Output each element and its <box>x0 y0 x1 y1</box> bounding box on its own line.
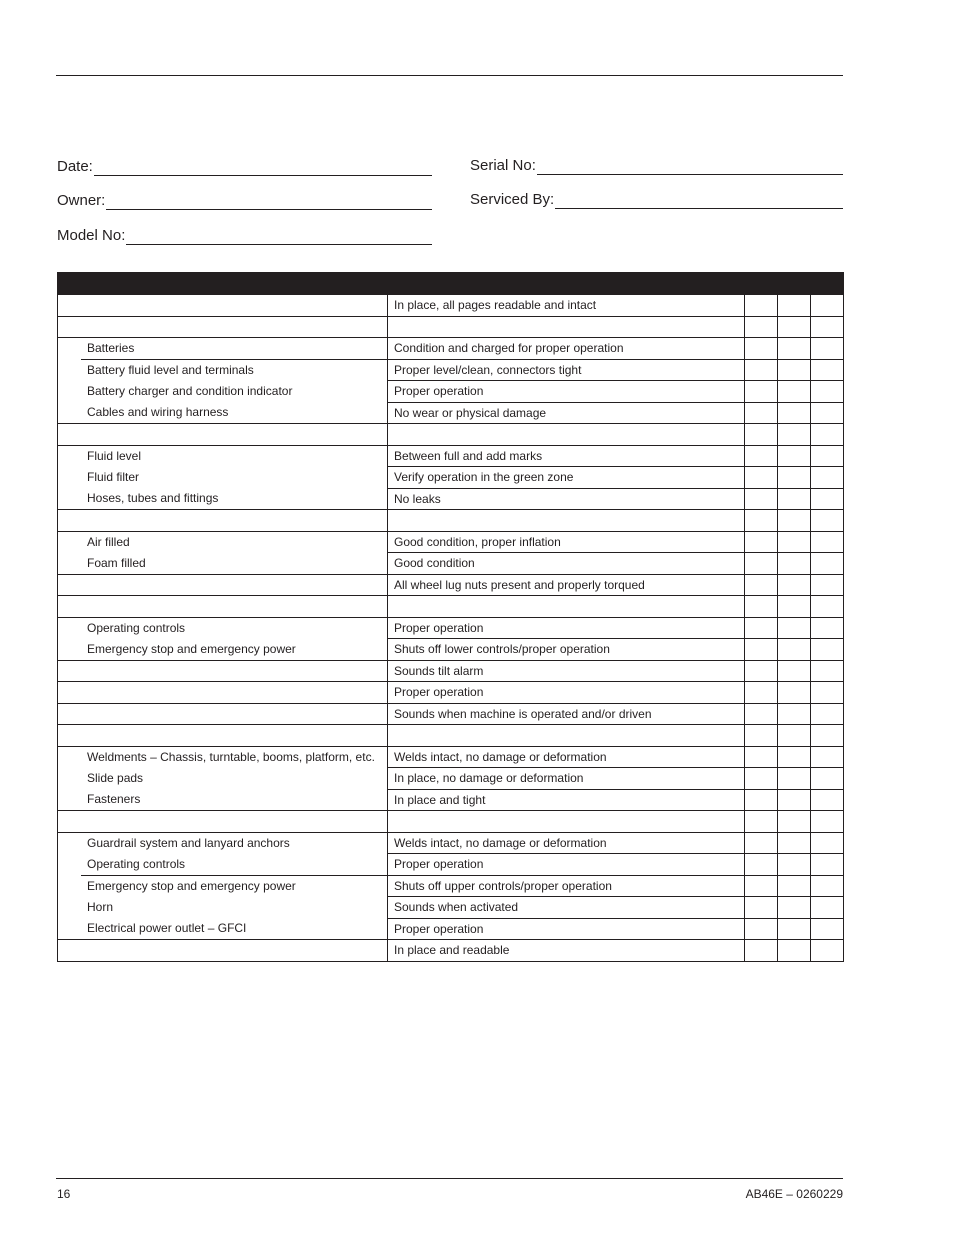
description-cell: Proper operation <box>388 617 745 639</box>
check-box-cell[interactable] <box>778 725 811 747</box>
table-row <box>58 316 844 338</box>
description-cell: Proper operation <box>388 918 745 940</box>
table-row <box>58 811 844 833</box>
check-box-cell[interactable] <box>778 746 811 768</box>
description-cell: No leaks <box>388 488 745 510</box>
item-cell <box>58 445 388 467</box>
serviced-by-field[interactable] <box>470 191 843 209</box>
check-box-cell[interactable] <box>745 381 778 403</box>
check-box-cell[interactable] <box>745 295 778 317</box>
check-box-cell[interactable] <box>811 746 844 768</box>
check-box-cell[interactable] <box>745 617 778 639</box>
description-cell <box>388 424 745 446</box>
check-box-cell[interactable] <box>745 338 778 360</box>
check-box-cell[interactable] <box>745 553 778 575</box>
item-label: Air filled <box>81 532 387 553</box>
item-cell <box>58 940 388 962</box>
table-row <box>58 402 844 424</box>
top-rule <box>56 75 843 76</box>
check-box-cell[interactable] <box>745 596 778 618</box>
check-box-cell[interactable] <box>745 359 778 381</box>
check-box-cell[interactable] <box>811 918 844 940</box>
check-box-cell[interactable] <box>811 510 844 532</box>
check-box-cell[interactable] <box>745 424 778 446</box>
item-cell <box>58 596 388 618</box>
description-cell: In place, all pages readable and intact <box>388 295 745 317</box>
description-cell: Proper level/clean, connectors tight <box>388 359 745 381</box>
item-cell <box>58 768 388 790</box>
description-cell: Good condition <box>388 553 745 575</box>
check-box-cell[interactable] <box>745 875 778 897</box>
check-box-cell[interactable] <box>778 789 811 811</box>
check-box-cell[interactable] <box>778 510 811 532</box>
table-row <box>58 553 844 575</box>
check-box-cell[interactable] <box>811 402 844 424</box>
item-cell <box>58 660 388 682</box>
inspection-checklist-table <box>57 272 844 962</box>
description-cell: Welds intact, no damage or deformation <box>388 746 745 768</box>
item-cell <box>58 338 388 360</box>
check-box-cell[interactable] <box>745 768 778 790</box>
table-row <box>58 897 844 919</box>
table-row <box>58 531 844 553</box>
check-box-cell[interactable] <box>778 639 811 661</box>
item-label: Operating controls <box>81 618 387 639</box>
table-row <box>58 682 844 704</box>
check-box-cell[interactable] <box>778 617 811 639</box>
date-label: Date: <box>57 158 93 175</box>
item-cell <box>58 811 388 833</box>
description-cell: Welds intact, no damage or deformation <box>388 832 745 854</box>
item-cell <box>58 316 388 338</box>
check-box-cell[interactable] <box>778 682 811 704</box>
table-row <box>58 703 844 725</box>
check-box-cell[interactable] <box>811 789 844 811</box>
item-cell <box>58 510 388 532</box>
page-number: 16 <box>57 1187 71 1201</box>
check-box-cell[interactable] <box>811 617 844 639</box>
description-cell: Good condition, proper inflation <box>388 531 745 553</box>
date-field[interactable] <box>57 158 432 176</box>
check-box-cell[interactable] <box>811 467 844 489</box>
check-box-cell[interactable] <box>745 639 778 661</box>
check-box-cell[interactable] <box>811 897 844 919</box>
description-cell: In place, no damage or deformation <box>388 768 745 790</box>
item-label: Operating controls <box>81 854 387 875</box>
check-box-cell[interactable] <box>745 445 778 467</box>
table-row <box>58 467 844 489</box>
description-cell <box>388 811 745 833</box>
table-row <box>58 660 844 682</box>
check-box-cell[interactable] <box>778 424 811 446</box>
item-label: Hoses, tubes and fittings <box>81 488 387 509</box>
check-box-cell[interactable] <box>811 639 844 661</box>
table-row <box>58 725 844 747</box>
check-box-cell[interactable] <box>811 359 844 381</box>
table-row <box>58 359 844 381</box>
owner-label: Owner: <box>57 192 106 209</box>
check-box-cell[interactable] <box>745 725 778 747</box>
check-box-cell[interactable] <box>745 897 778 919</box>
check-box-cell[interactable] <box>811 531 844 553</box>
check-box-cell[interactable] <box>778 338 811 360</box>
check-box-cell[interactable] <box>745 746 778 768</box>
description-cell: Sounds when activated <box>388 897 745 919</box>
item-cell <box>58 553 388 575</box>
check-box-cell[interactable] <box>778 402 811 424</box>
item-cell <box>58 295 388 317</box>
table-row <box>58 832 844 854</box>
description-cell: In place and tight <box>388 789 745 811</box>
serial-no-field[interactable] <box>470 157 843 175</box>
header-cell <box>778 273 811 295</box>
item-label: Fluid filter <box>81 467 387 488</box>
check-box-cell[interactable] <box>811 381 844 403</box>
check-box-cell[interactable] <box>778 703 811 725</box>
item-label: Weldments – Chassis, turntable, booms, platform, etc. <box>81 747 387 768</box>
check-box-cell[interactable] <box>811 596 844 618</box>
check-box-cell[interactable] <box>811 660 844 682</box>
check-box-cell[interactable] <box>778 854 811 876</box>
table-header-row <box>58 273 844 295</box>
table-row <box>58 381 844 403</box>
check-box-cell[interactable] <box>811 940 844 962</box>
document-id: AB46E – 0260229 <box>745 1187 843 1201</box>
item-label: Horn <box>81 897 387 918</box>
description-cell: Shuts off upper controls/proper operation <box>388 875 745 897</box>
check-box-cell[interactable] <box>778 660 811 682</box>
table-row <box>58 746 844 768</box>
item-cell <box>58 682 388 704</box>
description-cell: In place and readable <box>388 940 745 962</box>
item-cell <box>58 875 388 897</box>
item-cell <box>58 639 388 661</box>
item-label: Electrical power outlet – GFCI <box>81 918 387 939</box>
check-box-cell[interactable] <box>745 574 778 596</box>
check-box-cell[interactable] <box>778 381 811 403</box>
model-no-line[interactable] <box>126 230 432 245</box>
header-cell <box>58 273 388 295</box>
check-box-cell[interactable] <box>745 402 778 424</box>
description-cell: Proper operation <box>388 854 745 876</box>
check-box-cell[interactable] <box>778 467 811 489</box>
item-label: Fasteners <box>81 789 387 810</box>
check-box-cell[interactable] <box>778 488 811 510</box>
item-cell <box>58 897 388 919</box>
owner-line[interactable] <box>106 195 432 210</box>
description-cell: No wear or physical damage <box>388 402 745 424</box>
description-cell: Sounds tilt alarm <box>388 660 745 682</box>
table-row <box>58 424 844 446</box>
check-box-cell[interactable] <box>778 596 811 618</box>
check-box-cell[interactable] <box>745 660 778 682</box>
check-box-cell[interactable] <box>811 338 844 360</box>
item-label: Battery fluid level and terminals <box>81 360 387 381</box>
table-row <box>58 510 844 532</box>
footer-rule <box>56 1178 843 1179</box>
description-cell: Verify operation in the green zone <box>388 467 745 489</box>
header-cell <box>811 273 844 295</box>
description-cell: Proper operation <box>388 682 745 704</box>
item-cell <box>58 424 388 446</box>
check-box-cell[interactable] <box>811 811 844 833</box>
item-cell <box>58 832 388 854</box>
check-box-cell[interactable] <box>745 316 778 338</box>
item-cell <box>58 402 388 424</box>
header-cell <box>745 273 778 295</box>
check-box-cell[interactable] <box>778 832 811 854</box>
check-box-cell[interactable] <box>778 295 811 317</box>
item-cell <box>58 703 388 725</box>
table-row <box>58 338 844 360</box>
item-cell <box>58 854 388 876</box>
check-box-cell[interactable] <box>811 854 844 876</box>
item-cell <box>58 725 388 747</box>
item-cell <box>58 488 388 510</box>
description-cell <box>388 510 745 532</box>
table-row <box>58 940 844 962</box>
table-row <box>58 596 844 618</box>
check-box-cell[interactable] <box>778 875 811 897</box>
table-row <box>58 768 844 790</box>
check-box-cell[interactable] <box>811 725 844 747</box>
table-row <box>58 639 844 661</box>
check-box-cell[interactable] <box>778 531 811 553</box>
item-cell <box>58 359 388 381</box>
item-label: Foam filled <box>81 553 387 574</box>
table-row <box>58 854 844 876</box>
check-box-cell[interactable] <box>778 359 811 381</box>
owner-field[interactable] <box>57 192 432 210</box>
table-row <box>58 617 844 639</box>
item-label: Emergency stop and emergency power <box>81 639 387 660</box>
check-box-cell[interactable] <box>745 918 778 940</box>
table-row <box>58 295 844 317</box>
check-box-cell[interactable] <box>745 811 778 833</box>
check-box-cell[interactable] <box>745 703 778 725</box>
table-row <box>58 918 844 940</box>
check-box-cell[interactable] <box>778 553 811 575</box>
model-no-field[interactable] <box>57 227 432 245</box>
check-box-cell[interactable] <box>811 768 844 790</box>
description-cell <box>388 725 745 747</box>
description-cell: All wheel lug nuts present and properly torqued <box>388 574 745 596</box>
check-box-cell[interactable] <box>778 940 811 962</box>
check-box-cell[interactable] <box>811 832 844 854</box>
serviced-by-line[interactable] <box>555 194 843 209</box>
item-cell <box>58 574 388 596</box>
item-label: Battery charger and condition indicator <box>81 381 387 402</box>
description-cell <box>388 316 745 338</box>
item-label: Emergency stop and emergency power <box>81 876 387 897</box>
check-box-cell[interactable] <box>778 897 811 919</box>
table-row <box>58 488 844 510</box>
check-box-cell[interactable] <box>778 811 811 833</box>
header-cell <box>388 273 745 295</box>
item-cell <box>58 918 388 940</box>
check-box-cell[interactable] <box>811 703 844 725</box>
check-box-cell[interactable] <box>778 316 811 338</box>
description-cell: Between full and add marks <box>388 445 745 467</box>
item-label: Slide pads <box>81 768 387 789</box>
item-cell <box>58 746 388 768</box>
check-box-cell[interactable] <box>811 875 844 897</box>
item-cell <box>58 531 388 553</box>
check-box-cell[interactable] <box>778 445 811 467</box>
table-row <box>58 574 844 596</box>
check-box-cell[interactable] <box>778 918 811 940</box>
check-box-cell[interactable] <box>745 682 778 704</box>
item-cell <box>58 617 388 639</box>
check-box-cell[interactable] <box>811 488 844 510</box>
description-cell: Condition and charged for proper operation <box>388 338 745 360</box>
check-box-cell[interactable] <box>745 467 778 489</box>
item-cell <box>58 789 388 811</box>
check-box-cell[interactable] <box>745 488 778 510</box>
check-box-cell[interactable] <box>745 510 778 532</box>
check-box-cell[interactable] <box>811 316 844 338</box>
check-box-cell[interactable] <box>745 940 778 962</box>
check-box-cell[interactable] <box>811 574 844 596</box>
item-cell <box>58 467 388 489</box>
check-box-cell[interactable] <box>745 789 778 811</box>
description-cell: Sounds when machine is operated and/or driven <box>388 703 745 725</box>
description-cell <box>388 596 745 618</box>
check-box-cell[interactable] <box>745 854 778 876</box>
table-row <box>58 445 844 467</box>
serial-no-label: Serial No: <box>470 157 536 174</box>
date-line[interactable] <box>94 161 432 176</box>
check-box-cell[interactable] <box>745 832 778 854</box>
item-label: Fluid level <box>81 446 387 467</box>
table-row <box>58 875 844 897</box>
check-box-cell[interactable] <box>811 295 844 317</box>
description-cell: Proper operation <box>388 381 745 403</box>
serviced-by-label: Serviced By: <box>470 191 555 208</box>
check-box-cell[interactable] <box>778 768 811 790</box>
serial-no-line[interactable] <box>537 160 843 175</box>
check-box-cell[interactable] <box>811 445 844 467</box>
check-box-cell[interactable] <box>811 424 844 446</box>
item-label: Guardrail system and lanyard anchors <box>81 833 387 854</box>
check-box-cell[interactable] <box>745 531 778 553</box>
item-cell <box>58 381 388 403</box>
check-box-cell[interactable] <box>811 682 844 704</box>
item-label: Cables and wiring harness <box>81 402 387 423</box>
item-label: Batteries <box>81 338 387 359</box>
table-row <box>58 789 844 811</box>
check-box-cell[interactable] <box>811 553 844 575</box>
model-no-label: Model No: <box>57 227 126 244</box>
description-cell: Shuts off lower controls/proper operation <box>388 639 745 661</box>
check-box-cell[interactable] <box>778 574 811 596</box>
